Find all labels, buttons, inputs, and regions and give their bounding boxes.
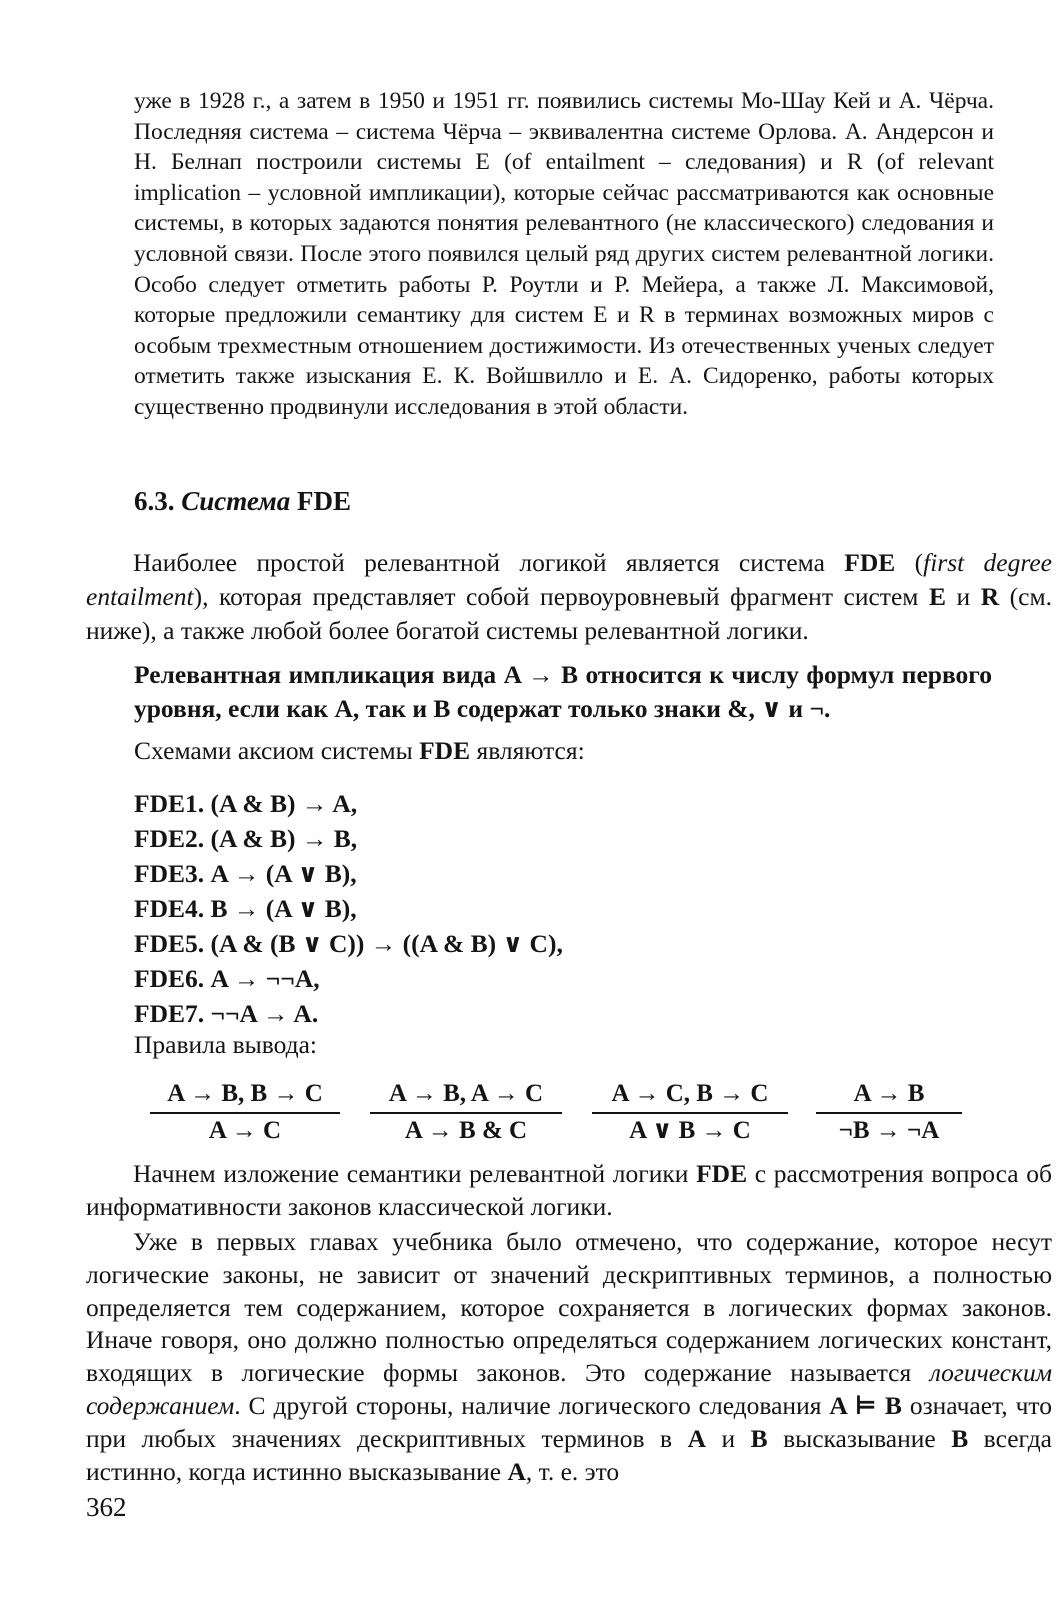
rule-conclusion: ¬B → ¬A: [838, 1117, 940, 1144]
rule-premise: A → C, B → C: [611, 1080, 769, 1107]
axiom-item: FDE6. A → ¬¬A,: [134, 964, 320, 993]
section-system-name: FDE: [296, 486, 351, 516]
definition-first-degree: Релевантная импликация вида A → B относится к числу формул первого уровня, если как A, так и B содержат только знаки &, ∨ и ¬.: [134, 660, 992, 723]
paragraph-fde-intro: Наиболее простой релевантной логикой является система FDE (first degree entailment), которая представляет собой первоуровневый фрагмент систем E и R (см. ниже), а также любой более богатой системы релевантной логики.: [86, 548, 1052, 645]
inference-rule: [592, 1078, 788, 1148]
axiom-item: FDE4. B → (A ∨ B),: [134, 894, 357, 923]
section-heading: [134, 486, 351, 517]
axiom-list: [134, 786, 563, 1031]
rules-label: Правила вывода:: [134, 1030, 318, 1059]
inference-rule: [816, 1078, 962, 1148]
rule-premise: A → B, A → C: [388, 1080, 544, 1107]
paragraph-logical-content: Уже в первых главах учебника было отмечено, что содержание, которое несут логические законы, не зависит от значений дескриптивных терминов, а полностью определяется тем содержанием, которое сохраняется в логических формах законов. Иначе говоря, оно должно полностью определяться содержанием логических констант, входящих в логические формы законов. Это содержание называется логическим содержанием. С другой стороны, наличие логического следования A ⊨ B означает, что при любых значениях дескриптивных терминов в A и B высказывание B всегда истинно, когда истинно высказывание A, т. е. это: [86, 1227, 1052, 1486]
rule-conclusion: A → C: [208, 1117, 282, 1144]
inference-rule: [150, 1078, 340, 1148]
rule-conclusion: A ∨ B → C: [629, 1117, 751, 1144]
axiom-item: FDE7. ¬¬A → A.: [134, 999, 319, 1028]
rule-conclusion: A → B & C: [404, 1117, 528, 1144]
axiom-item: FDE1. (A & B) → A,: [134, 789, 358, 818]
axioms-intro: Схемами аксиом системы FDE являются:: [134, 736, 585, 765]
rule-premise: A → B, B → C: [167, 1080, 323, 1107]
section-number: 6.3.: [134, 486, 175, 516]
rule-premise: A → B: [853, 1080, 925, 1107]
inference-rule: [370, 1078, 562, 1148]
axiom-item: FDE5. (A & (B ∨ C)) → ((A & B) ∨ C),: [134, 929, 563, 958]
paragraph-semantics-intro: Начнем изложение семантики релевантной логики FDE с рассмотрения вопроса об информативности законов классической логики.: [86, 1159, 1052, 1221]
axiom-item: FDE3. A → (A ∨ B),: [134, 859, 357, 888]
axiom-item: FDE2. (A & B) → B,: [134, 824, 358, 853]
page-number: 362: [86, 1492, 127, 1522]
section-word: Система: [181, 486, 291, 516]
paragraph-history: уже в 1928 г., а затем в 1950 и 1951 гг. появились системы Мо-Шау Кей и А. Чёрча. Последняя система – система Чёрча – эквивалентна системе Орлова. А. Андерсон и Н. Белнап построили системы E (of entailment – следования) и R (of relevant implication – условной импликации), которые сейчас рассматриваются как основные системы, в которых задаются понятия релевантного (не классического) следования и условной связи. После этого появился целый ряд других систем релевантной логики. Особо следует отметить работы Р. Роутли и Р. Мейера, а также Л. Максимовой, которые предложили семантику для систем E и R в терминах возможных миров с особым трехместным отношением достижимости. Из отечественных ученых следует отметить также изыскания Е. К. Войшвилло и Е. А. Сидоренко, работы которых существенно продвинули исследования в этой области.: [134, 88, 994, 420]
